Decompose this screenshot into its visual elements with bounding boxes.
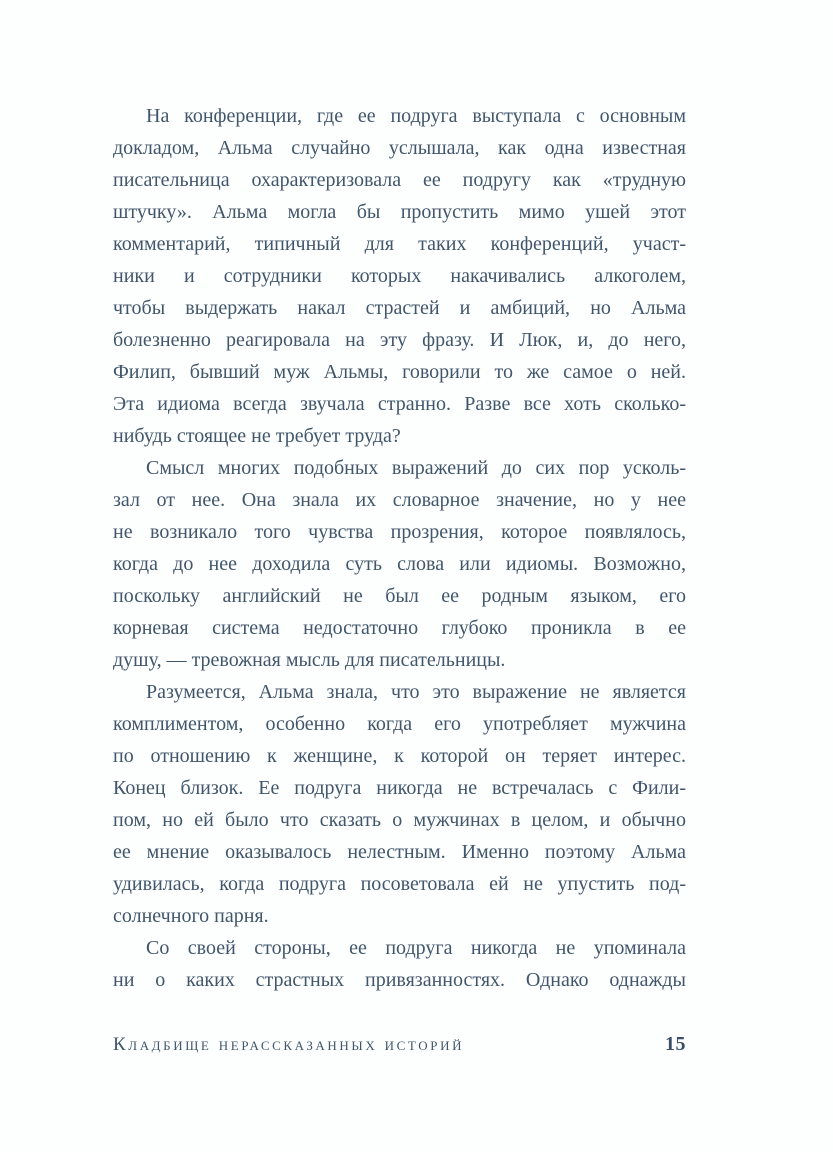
text-line: Филип, бывший муж Альмы, говорили то же самое о ней. xyxy=(113,361,686,383)
text-line: зал от нее. Она знала их словарное значение, но у нее xyxy=(113,489,686,511)
text-line: На конференции, где ее подруга выступала с основным xyxy=(146,105,686,127)
text-line: поскольку английский не был ее родным языком, его xyxy=(113,585,686,607)
text-line: нибудь стоящее не требует труда? xyxy=(113,425,401,447)
text-line: докладом, Альма случайно услышала, как одна известная xyxy=(113,137,686,159)
text-line: комплиментом, особенно когда его употребляет мужчина xyxy=(113,713,686,735)
text-line: писательница охарактеризовала ее подругу как «трудную xyxy=(113,169,686,191)
text-line: корневая система недостаточно глубоко проникла в ее xyxy=(113,617,686,639)
text-line: Эта идиома всегда звучала странно. Разве все хоть сколько- xyxy=(113,393,686,415)
paragraph xyxy=(113,100,686,452)
text-line: пом, но ей было что сказать о мужчинах в целом, и обычно xyxy=(113,809,686,831)
page-number: 15 xyxy=(665,1033,686,1055)
text-line: Смысл многих подобных выражений до сих пор усколь- xyxy=(146,457,686,479)
text-line: ники и сотрудники которых накачивались алкоголем, xyxy=(113,265,686,287)
text-line: Со своей стороны, ее подруга никогда не упоминала xyxy=(146,937,686,959)
page-text xyxy=(113,100,686,996)
text-line: Разумеется, Альма знала, что это выражение не является xyxy=(146,681,686,703)
text-line: Конец близок. Ее подруга никогда не встречалась с Фили- xyxy=(113,777,686,799)
paragraph xyxy=(113,676,686,932)
text-line: когда до нее доходила суть слова или идиомы. Возможно, xyxy=(113,553,686,575)
text-line: по отношению к женщине, к которой он теряет интерес. xyxy=(113,745,686,767)
text-line: удивилась, когда подруга посоветовала ей не упустить под- xyxy=(113,873,686,895)
paragraph xyxy=(113,932,686,996)
text-line: не возникало того чувства прозрения, которое появлялось, xyxy=(113,521,686,543)
page-footer xyxy=(113,1028,686,1061)
text-line: солнечного парня. xyxy=(113,905,269,927)
text-line: ни о каких страстных привязанностях. Однако однажды xyxy=(113,969,686,991)
text-line: душу, — тревожная мысль для писательницы. xyxy=(113,649,506,671)
running-title: Кладбище нерассказанных историй xyxy=(113,1034,465,1055)
text-line: чтобы выдержать накал страстей и амбиций, но Альма xyxy=(113,297,686,319)
text-line: ее мнение оказывалось нелестным. Именно поэтому Альма xyxy=(113,841,686,863)
text-line: болезненно реагировала на эту фразу. И Люк, и, до него, xyxy=(113,329,686,351)
text-line: комментарий, типичный для таких конференций, участ- xyxy=(113,233,686,255)
text-line: штучку». Альма могла бы пропустить мимо ушей этот xyxy=(113,201,686,223)
paragraph xyxy=(113,452,686,676)
